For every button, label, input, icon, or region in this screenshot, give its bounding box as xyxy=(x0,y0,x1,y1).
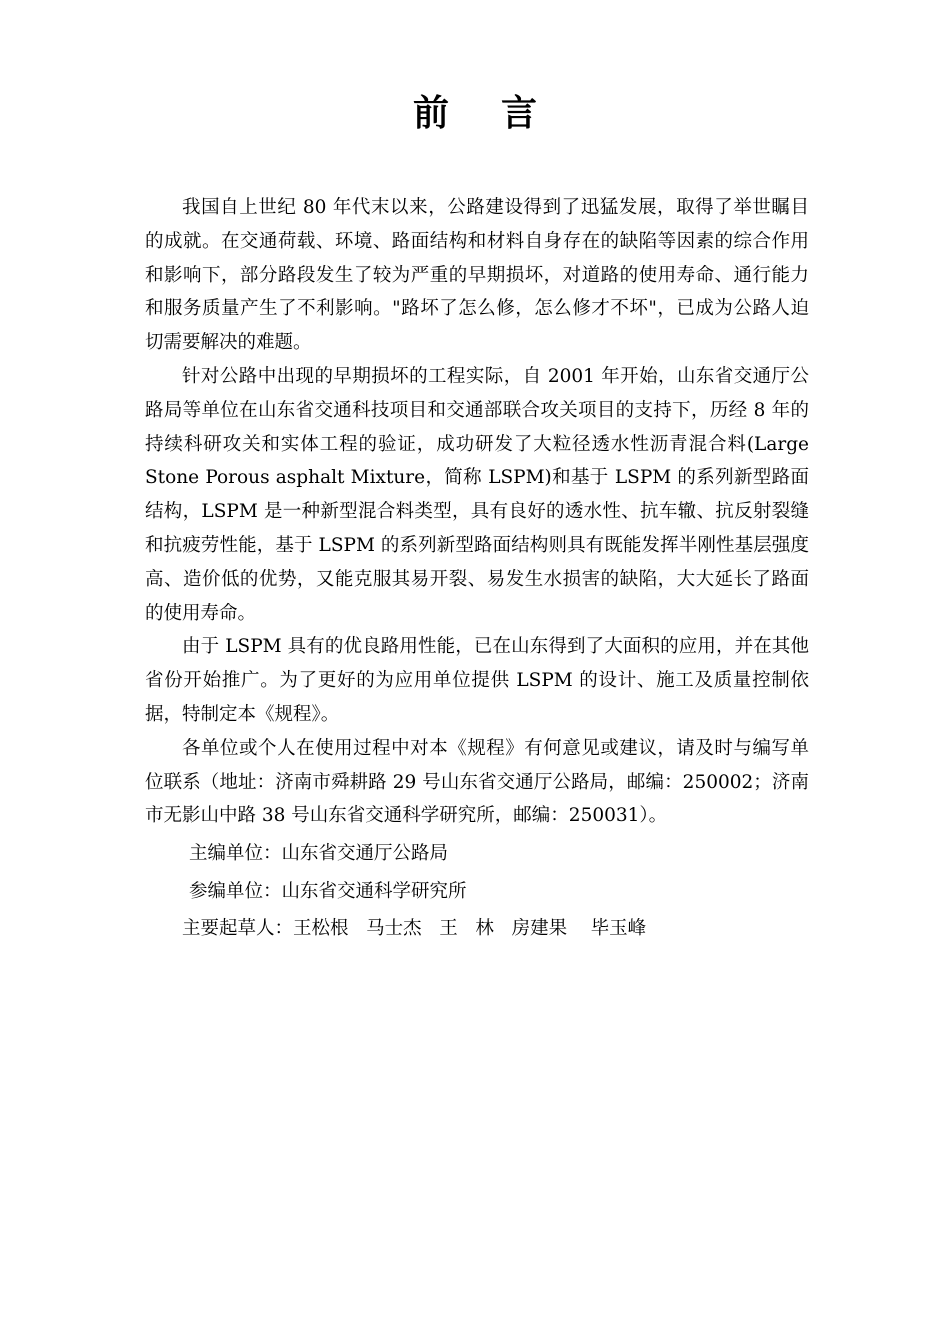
paragraph-feedback-contact: 各单位或个人在使用过程中对本《规程》有何意见或建议，请及时与编写单位联系（地址：济南市舜耕路 29 号山东省交通厅公路局，邮编：250002；济南市无影山中路 38 号山东省交通科学研究所，邮编：250031）。 xyxy=(145,737,809,827)
paragraph-intro: 我国自上世纪 80 年代末以来，公路建设得到了迅猛发展，取得了举世瞩目的成就。在交通荷载、环境、路面结构和材料自身存在的缺陷等因素的综合作用和影响下，部分路段发生了较为严重的早期损坏，对道路的使用寿命、通行能力和服务质量产生了不利影响。"路坏了怎么修，怎么修才不坏"，已成为公路人迫切需要解决的难题。 xyxy=(145,197,809,354)
co-editor-unit: 参编单位：山东省交通科学研究所 xyxy=(189,880,467,902)
chief-editor-unit: 主编单位：山东省交通厅公路局 xyxy=(189,843,449,865)
document-body xyxy=(145,191,809,948)
page-title: 前言 xyxy=(412,93,589,134)
paragraph-lspm-research: 针对公路中出现的早期损坏的工程实际，自 2001 年开始，山东省交通厅公路局等单位在山东省交通科技项目和交通部联合攻关项目的支持下，历经 8 年的持续科研攻关和实体工程的验证，成功研发了大粒径透水性沥青混合料(Large Stone Porous asphalt Mixture，简称 LSPM)和基于 LSPM 的系列新型路面结构，LSPM 是一种新型混合料类型，具有良好的透水性、抗车辙、抗反射裂缝和抗疲劳性能，基于 LSPM 的系列新型路面结构则具有既能发挥半刚性基层强度高、造价低的优势，又能克服其易开裂、易发生水损害的缺陷，大大延长了路面的使用寿命。 xyxy=(145,365,809,624)
paragraph-application: 由于 LSPM 具有的优良路用性能，已在山东得到了大面积的应用，并在其他省份开始推广。为了更好的为应用单位提供 LSPM 的设计、施工及质量控制依据，特制定本《规程》。 xyxy=(145,636,809,725)
main-drafters: 主要起草人：王松根 马士杰 王 林 房建果 毕玉峰 xyxy=(182,918,647,940)
